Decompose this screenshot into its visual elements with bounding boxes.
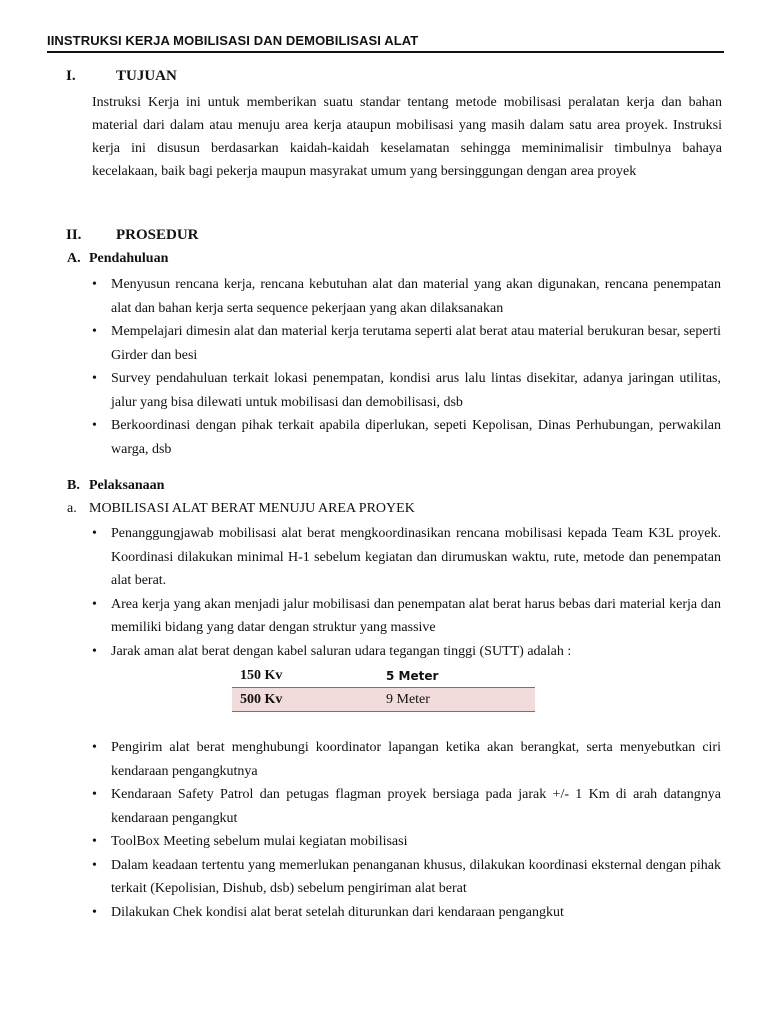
subsection-letter: a. [67,501,77,516]
list-item [88,640,721,664]
bullet-icon: • [92,643,97,659]
list-item-text: Mempelajari dimesin alat dan material kerja terutama seperti alat berat atau material berukuran besar, seperti Girder dan besi [111,324,721,363]
list-item-text: Dilakukan Chek kondisi alat berat setelah diturunkan dari kendaraan pengangkut [111,904,564,920]
list-item-text: ToolBox Meeting sebelum mulai kegiatan mobilisasi [111,834,408,849]
document-header-title: IINSTRUKSI KERJA MOBILISASI DAN DEMOBILISASI ALAT [47,33,419,48]
header-divider [47,51,724,53]
subsection-title: Pendahuluan [89,251,169,266]
list-item-text: Menyusun rencana kerja, rencana kebutuhan alat dan material yang akan digunakan, rencana penempatan alat dan bahan kerja serta sequence pekerjaan yang akan dilaksanakan [111,277,721,316]
subsection-letter: B. [67,478,80,493]
list-item-text: Kendaraan Safety Patrol dan petugas flagman proyek bersiaga pada jarak +/- 1 Km di arah datangnya kendaraan pengangkut [111,787,721,826]
list-item-text: Survey pendahuluan terkait lokasi penempatan, kondisi arus lalu lintas disekitar, adanya jaringan utilitas, jalur yang bisa dilewati untuk mobilisasi dan demobilisasi, dsb [111,371,721,410]
section-title: TUJUAN [116,68,177,84]
bullet-icon: • [92,324,97,339]
bullet-icon: • [92,857,97,873]
bullet-icon: • [92,277,97,292]
voltage-cell: 500 Kv [232,688,378,712]
list-item-text: Dalam keadaan tertentu yang memerlukan penanganan khusus, dilakukan koordinasi eksternal dengan pihak terkait (Kepolisian, Dishub, dsb) sebelum pengiriman alat berat [111,857,721,896]
list-item-text: Penanggungjawab mobilisasi alat berat mengkoordinasikan rencana mobilisasi kepada Team K3L proyek. Koordinasi dilakukan minimal H-1 sebelum kegiatan dan dirumuskan waktu, rute, metode dan penempatan alat berat. [111,526,721,588]
subsection-title: MOBILISASI ALAT BERAT MENUJU AREA PROYEK [89,501,415,516]
table-row [232,688,535,712]
subsection-title: Pelaksanaan [89,478,165,493]
list-item-text: Berkoordinasi dengan pihak terkait apabila diperlukan, sepeti Kepolisan, Dinas Perhubungan, perwakilan warga, dsb [111,418,721,457]
bullet-icon: • [92,371,97,386]
bullet-icon: • [92,418,97,433]
list-item-text: Pengirim alat berat menghubungi koordinator lapangan ketika akan berangkat, serta menyebutkan ciri kendaraan pengangkutnya [111,740,721,779]
subsection-pendahuluan [67,251,168,267]
subsection-mobilisasi [67,501,415,517]
bullet-icon: • [92,740,97,755]
bullet-icon: • [92,526,97,541]
section-number: I. [66,68,76,84]
distance-cell: 9 Meter [378,688,535,712]
bullet-icon: • [92,787,97,802]
list-item [88,522,721,593]
list-item-text: Area kerja yang akan menjadi jalur mobilisasi dan penempatan alat berat harus bebas dari material kerja dan memiliki bidang yang datar dengan struktur yang massive [111,596,721,635]
list-item [88,830,721,854]
pelaksanaan-bullet-list-continued [88,736,721,924]
list-item [88,736,721,783]
voltage-cell: 150 Kv [232,664,378,688]
bullet-icon: • [92,904,97,920]
section-number: II. [66,227,82,243]
pelaksanaan-bullet-list [88,522,721,663]
list-item [88,854,721,901]
list-item [88,273,721,320]
list-item [88,593,721,640]
distance-cell: 5 Meter [378,664,535,688]
list-item [88,414,721,461]
list-item [88,783,721,830]
section-title: PROSEDUR [116,227,199,243]
list-item [88,320,721,367]
pendahuluan-bullet-list [88,273,721,461]
list-item [88,901,721,925]
bullet-icon: • [92,834,97,849]
subsection-letter: A. [67,251,81,266]
table-row [232,664,535,688]
list-item [88,367,721,414]
tujuan-paragraph: Instruksi Kerja ini untuk memberikan suatu standar tentang metode mobilisasi peralatan kerja dan bahan material dari dalam atau menuju area kerja ataupun mobilisasi yang masih dalam satu area proyek. Instruksi kerja ini disusun berdasarkan kaidah-kaidah keselamatan sehingga meminimalisir timbulnya bahaya kecelakaan, baik bagi pekerja maupun masyrakat umum yang bersinggungan dengan area proyek [92,95,722,179]
list-item-text: Jarak aman alat berat dengan kabel saluran udara tegangan tinggi (SUTT) adalah : [111,643,572,659]
sutt-distance-table [232,664,535,712]
bullet-icon: • [92,596,97,612]
subsection-pelaksanaan [67,478,164,494]
